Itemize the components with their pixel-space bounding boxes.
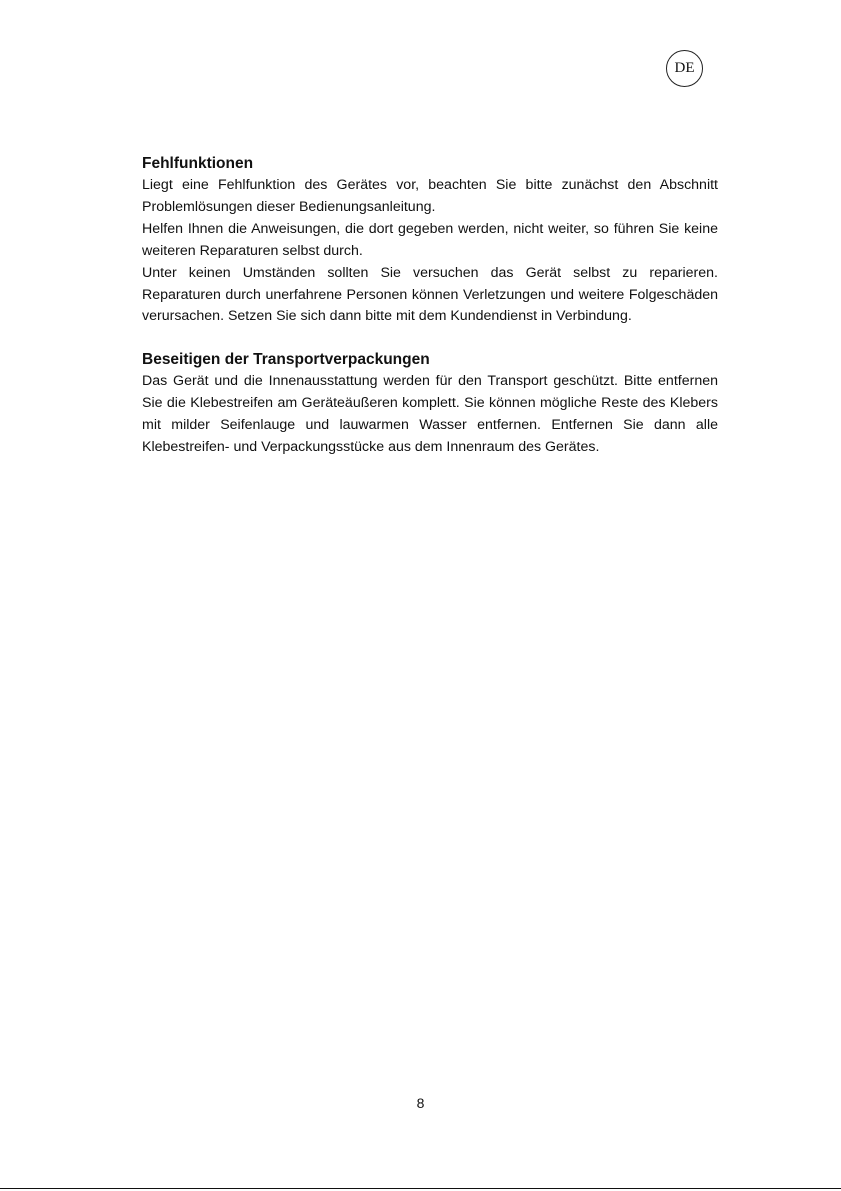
bottom-border bbox=[0, 1188, 841, 1189]
paragraph: Unter keinen Umständen sollten Sie versuchen das Gerät selbst zu reparieren. Reparaturen durch unerfahrene Personen können Verletzungen und weitere Folgeschäden verursachen. Setzen Sie sich dann bitte mit dem Kundendienst in Verbindung. bbox=[142, 264, 718, 325]
section-heading: Fehlfunktionen bbox=[142, 155, 254, 172]
section-fehlfunktionen bbox=[142, 153, 718, 328]
paragraph: Liegt eine Fehlfunktion des Gerätes vor, beachten Sie bitte zunächst den Abschnitt Problemlösungen dieser Bedienungsanleitung. bbox=[142, 177, 718, 215]
page-number: 8 bbox=[416, 1095, 425, 1111]
paragraph: Helfen Ihnen die Anweisungen, die dort gegeben werden, nicht weiter, so führen Sie keine weiteren Reparaturen selbst durch. bbox=[142, 220, 718, 259]
document-body bbox=[142, 153, 718, 480]
language-badge: DE bbox=[666, 50, 703, 87]
section-heading: Beseitigen der Transportverpackungen bbox=[142, 351, 430, 369]
paragraph: Das Gerät und die Innenausstattung werden für den Transport geschützt. Bitte entfernen Sie die Klebestreifen am Geräteäußeren komplett. Sie können mögliche Reste des Klebers mit milder Seifenlauge und lauwarmen Wasser entfernen. Entfernen Sie dann alle Klebestreifen- und Verpackungsstücke aus dem Innenraum des Gerätes. bbox=[142, 373, 718, 456]
section-transportverpackungen bbox=[142, 349, 718, 459]
